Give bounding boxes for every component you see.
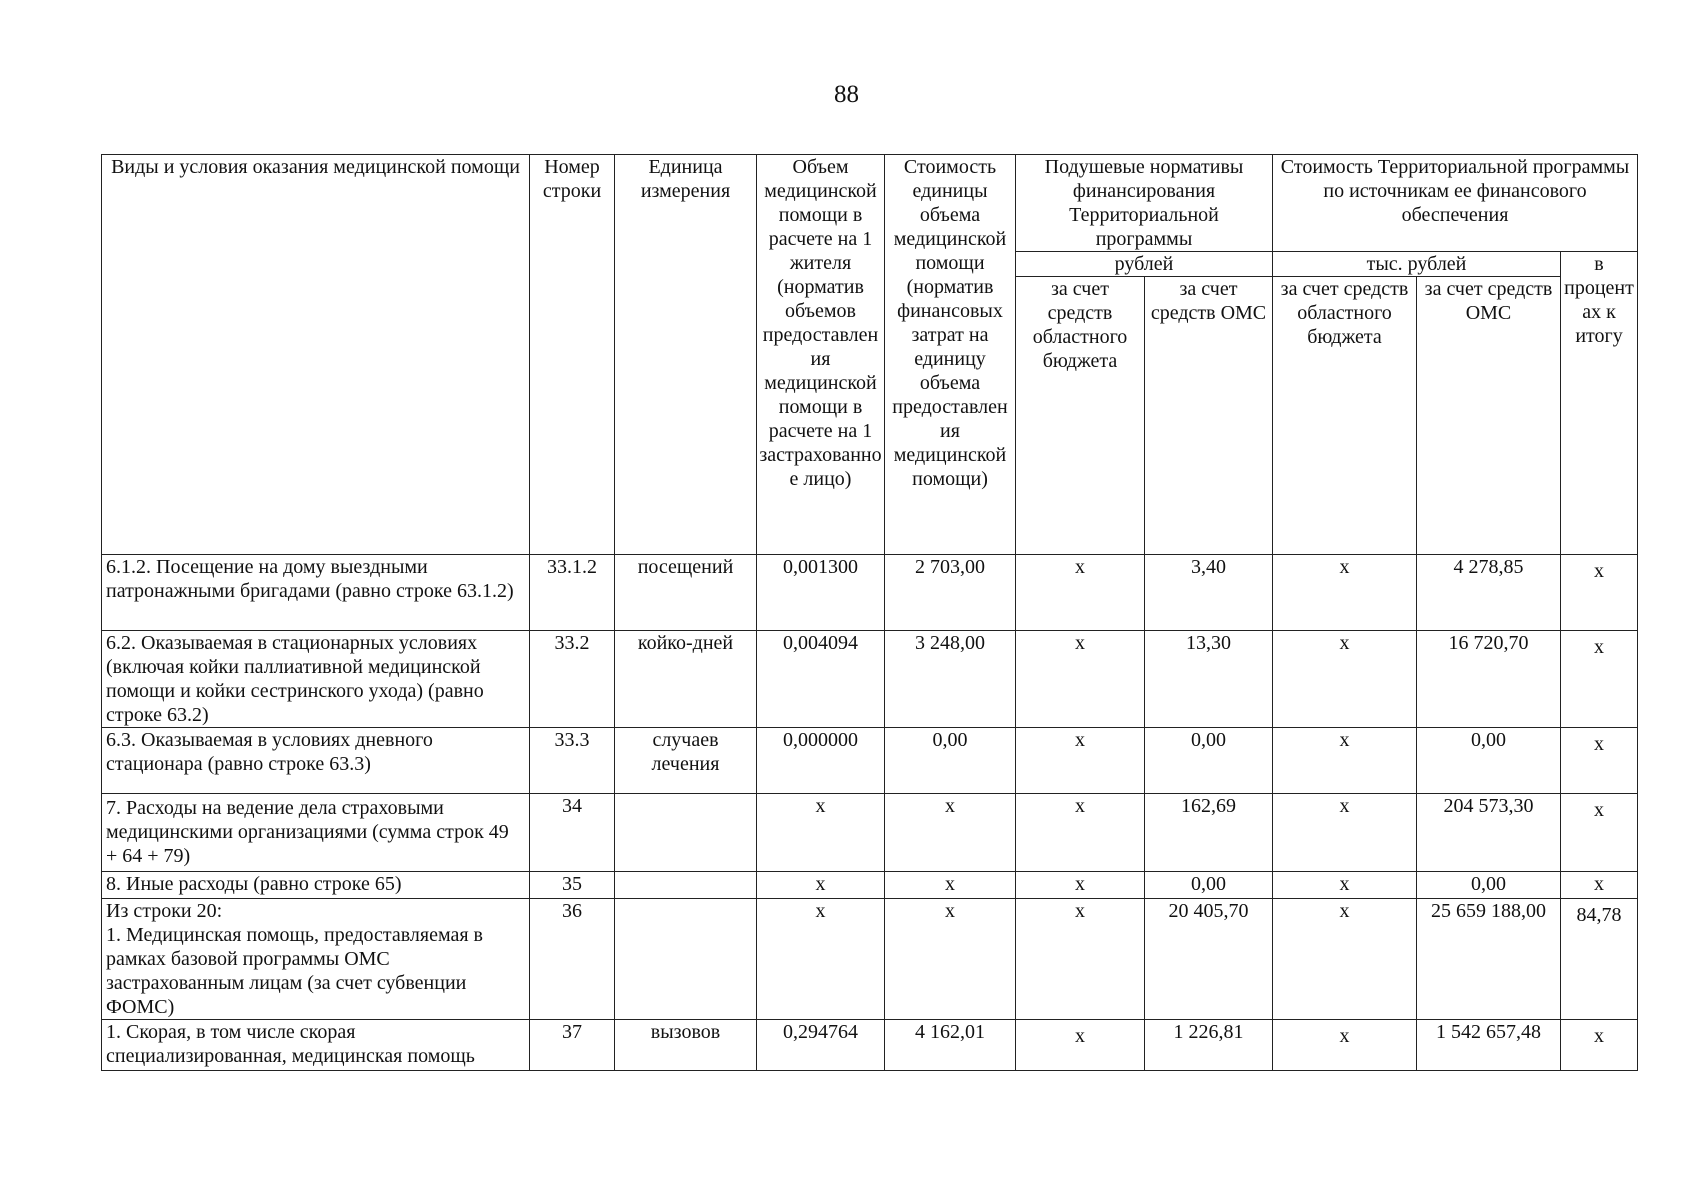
row-unit-cost: х — [885, 794, 1016, 872]
row-cost-oms: 0,00 — [1417, 872, 1561, 899]
page-number: 88 — [834, 81, 859, 108]
row-volume: 0,294764 — [757, 1020, 885, 1071]
row-unit-cost: 0,00 — [885, 728, 1016, 794]
row-percent: х — [1561, 872, 1638, 899]
row-cost-budget: х — [1273, 555, 1417, 631]
row-name: 1. Скорая, в том числе скорая специализированная, медицинская помощь — [102, 1020, 530, 1071]
header-unit: Единица измерения — [615, 155, 757, 555]
row-number: 37 — [530, 1020, 615, 1071]
row-percent: 84,78 — [1561, 899, 1638, 1020]
row-unit-cost: 3 248,00 — [885, 631, 1016, 728]
row-name: 8. Иные расходы (равно строке 65) — [102, 872, 530, 899]
row-pc-budget: х — [1016, 794, 1145, 872]
row-unit — [615, 794, 757, 872]
row-cost-oms: 0,00 — [1417, 728, 1561, 794]
row-percent: х — [1561, 794, 1638, 872]
table-row — [102, 872, 1638, 899]
header-row-number: Номер строки — [530, 155, 615, 555]
row-unit-cost: 4 162,01 — [885, 1020, 1016, 1071]
row-unit: вызовов — [615, 1020, 757, 1071]
row-pc-oms: 0,00 — [1145, 872, 1273, 899]
row-pc-oms: 1 226,81 — [1145, 1020, 1273, 1071]
header-row — [102, 155, 1638, 252]
header-type-of-care: Виды и условия оказания медицинской помощи — [102, 155, 530, 555]
financing-table — [101, 154, 1638, 1071]
row-volume: 0,001300 — [757, 555, 885, 631]
row-name: 6.2. Оказываемая в стационарных условиях (включая койки паллиативной медицинской помощи и койки сестринского ухода) (равно строке 63.2) — [102, 631, 530, 728]
row-percent: х — [1561, 631, 1638, 728]
row-number: 35 — [530, 872, 615, 899]
row-number: 34 — [530, 794, 615, 872]
row-percent: х — [1561, 555, 1638, 631]
row-pc-budget: х — [1016, 1020, 1145, 1071]
table-row — [102, 728, 1638, 794]
row-pc-budget: х — [1016, 555, 1145, 631]
header-cost-oms: за счет средств ОМС — [1417, 277, 1561, 555]
row-pc-budget: х — [1016, 728, 1145, 794]
row-pc-budget: х — [1016, 631, 1145, 728]
row-unit: случаев лечения — [615, 728, 757, 794]
row-volume: х — [757, 872, 885, 899]
row-pc-budget: х — [1016, 899, 1145, 1020]
row-unit — [615, 872, 757, 899]
header-cost-regional-budget: за счет средств областного бюджета — [1273, 277, 1417, 555]
header-program-cost-group: Стоимость Территориальной программы по источникам ее финансового обеспечения — [1273, 155, 1638, 252]
row-pc-oms: 0,00 — [1145, 728, 1273, 794]
row-unit — [615, 899, 757, 1020]
header-unit-cost: Стоимость единицы объема медицинской помощи (норматив финансовых затрат на единицу объема предоставления медицинской помощи) — [885, 155, 1016, 555]
row-volume: 0,004094 — [757, 631, 885, 728]
row-number: 33.2 — [530, 631, 615, 728]
row-cost-oms: 1 542 657,48 — [1417, 1020, 1561, 1071]
row-name: 7. Расходы на ведение дела страховыми медицинскими организациями (сумма строк 49 + 64 + 79) — [102, 794, 530, 872]
row-unit-cost: х — [885, 872, 1016, 899]
row-cost-budget: х — [1273, 794, 1417, 872]
row-cost-budget: х — [1273, 631, 1417, 728]
table-row — [102, 794, 1638, 872]
row-cost-oms: 16 720,70 — [1417, 631, 1561, 728]
row-name: Из строки 20: 1. Медицинская помощь, предоставляемая в рамках базовой программы ОМС застрахованным лицам (за счет субвенции ФОМС) — [102, 899, 530, 1020]
row-cost-oms: 204 573,30 — [1417, 794, 1561, 872]
table-row — [102, 555, 1638, 631]
row-unit: койко-дней — [615, 631, 757, 728]
row-pc-oms: 162,69 — [1145, 794, 1273, 872]
row-volume: х — [757, 794, 885, 872]
row-pc-oms: 3,40 — [1145, 555, 1273, 631]
row-unit-cost: х — [885, 899, 1016, 1020]
row-percent: х — [1561, 728, 1638, 794]
header-volume: Объем медицинской помощи в расчете на 1 жителя (норматив объемов предоставления медицинской помощи в расчете на 1 застрахованное лицо) — [757, 155, 885, 555]
row-volume: х — [757, 899, 885, 1020]
row-number: 33.3 — [530, 728, 615, 794]
table-row — [102, 899, 1638, 1020]
row-cost-oms: 4 278,85 — [1417, 555, 1561, 631]
row-pc-oms: 20 405,70 — [1145, 899, 1273, 1020]
row-number: 33.1.2 — [530, 555, 615, 631]
header-unit-rubles: рублей — [1016, 252, 1273, 277]
row-pc-budget: х — [1016, 872, 1145, 899]
row-cost-budget: х — [1273, 899, 1417, 1020]
table-row — [102, 631, 1638, 728]
row-volume: 0,000000 — [757, 728, 885, 794]
row-pc-oms: 13,30 — [1145, 631, 1273, 728]
header-pc-oms: за счет средств ОМС — [1145, 277, 1273, 555]
row-cost-oms: 25 659 188,00 — [1417, 899, 1561, 1020]
row-unit-cost: 2 703,00 — [885, 555, 1016, 631]
header-per-capita-group: Подушевые нормативы финансирования Территориальной программы — [1016, 155, 1273, 252]
row-cost-budget: х — [1273, 728, 1417, 794]
header-unit-thousand-rubles: тыс. рублей — [1273, 252, 1561, 277]
row-name: 6.1.2. Посещение на дому выездными патронажными бригадами (равно строке 63.1.2) — [102, 555, 530, 631]
row-number: 36 — [530, 899, 615, 1020]
row-cost-budget: х — [1273, 872, 1417, 899]
header-pc-regional-budget: за счет средств областного бюджета — [1016, 277, 1145, 555]
row-name: 6.3. Оказываемая в условиях дневного стационара (равно строке 63.3) — [102, 728, 530, 794]
row-cost-budget: х — [1273, 1020, 1417, 1071]
table-row — [102, 1020, 1638, 1071]
row-percent: х — [1561, 1020, 1638, 1071]
row-unit: посещений — [615, 555, 757, 631]
header-percent: в процентах к итогу — [1561, 252, 1638, 555]
